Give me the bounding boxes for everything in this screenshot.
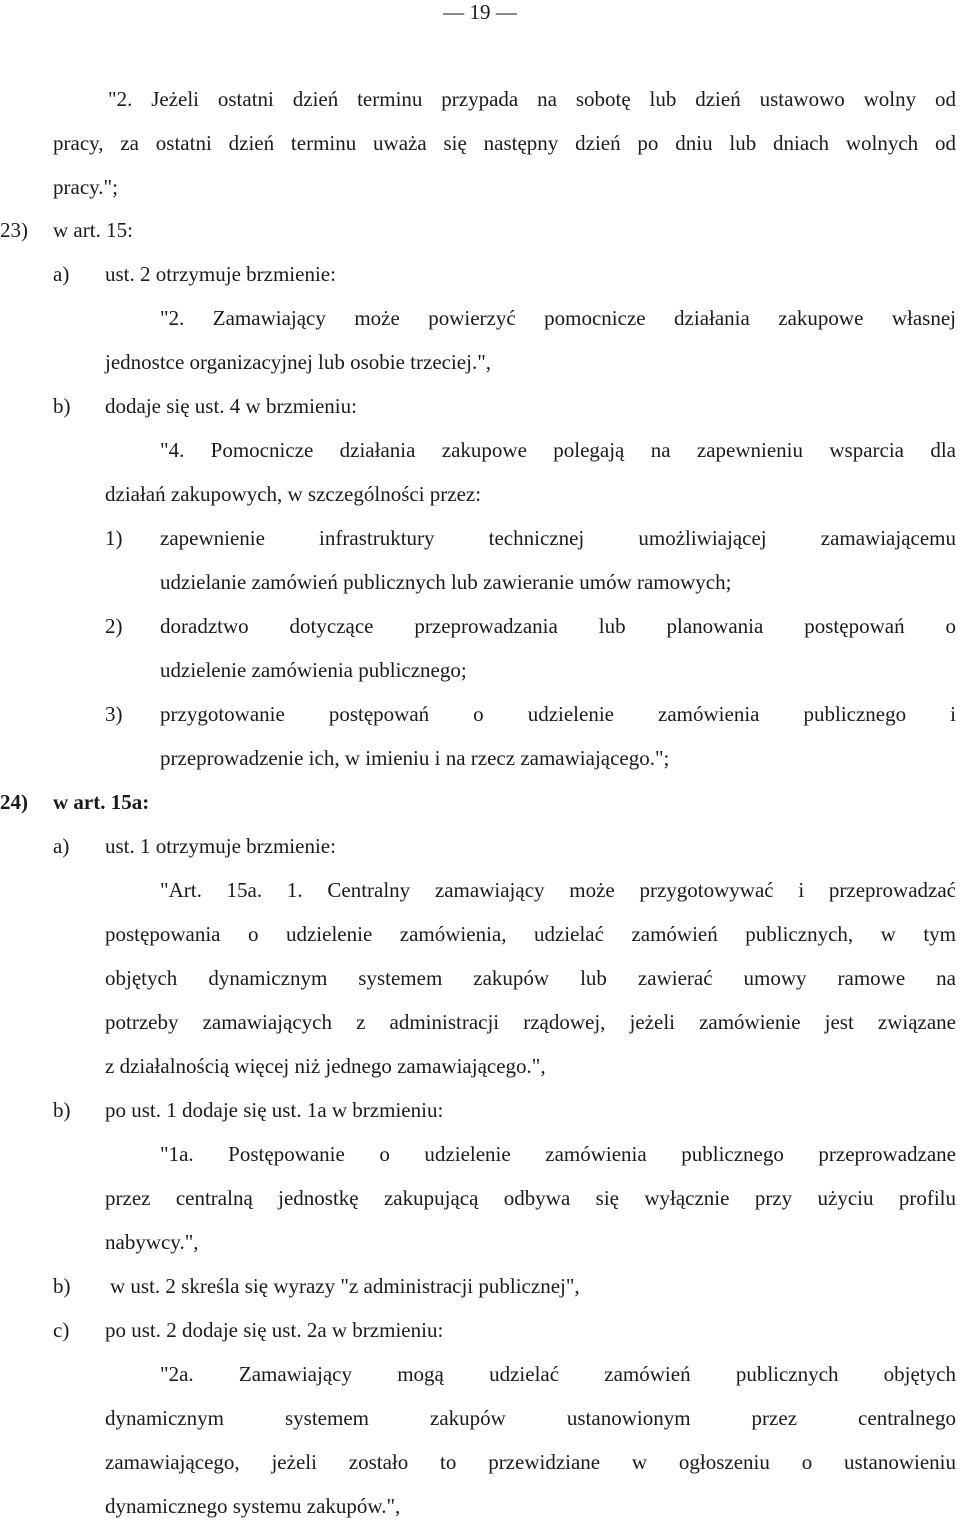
text-line: udzielenie zamówienia publicznego; xyxy=(160,658,467,682)
letter-marker: b) xyxy=(53,1274,71,1298)
text-line: "2. Zamawiający może powierzyć pomocnicze działania zakupowe własnej xyxy=(160,306,956,330)
letter-marker: b) xyxy=(53,1098,71,1122)
text-line: z działalnością więcej niż jednego zamawiającego.", xyxy=(105,1054,546,1078)
text-line: objętych dynamicznym systemem zakupów lub zawierać umowy ramowe na xyxy=(105,966,956,990)
text-line: przeprowadzenie ich, w imieniu i na rzecz zamawiającego."; xyxy=(160,746,670,770)
text-line: dodaje się ust. 4 w brzmieniu: xyxy=(105,394,357,418)
text-line: nabywcy.", xyxy=(105,1230,199,1254)
text-line: doradztwo dotyczące przeprowadzania lub planowania postępowań o xyxy=(160,614,956,638)
point-marker: 2) xyxy=(105,614,123,638)
text-line: "Art. 15a. 1. Centralny zamawiający może przygotowywać i przeprowadzać xyxy=(160,878,956,902)
letter-marker: c) xyxy=(53,1318,70,1342)
text-line: działań zakupowych, w szczególności przez: xyxy=(105,482,482,506)
text-line: "2. Jeżeli ostatni dzień terminu przypada na sobotę lub dzień ustawowo wolny od xyxy=(108,87,956,111)
text-line: dynamicznego systemu zakupów.", xyxy=(105,1494,401,1518)
text-line: "1a. Postępowanie o udzielenie zamówienia publicznego przeprowadzane xyxy=(160,1142,956,1166)
letter-marker: b) xyxy=(53,394,71,418)
text-line: ust. 2 otrzymuje brzmienie: xyxy=(105,262,336,286)
text-line: zapewnienie infrastruktury technicznej umożliwiającej zamawiającemu xyxy=(160,526,956,550)
text-line: ust. 1 otrzymuje brzmienie: xyxy=(105,834,336,858)
item-heading: w art. 15a: xyxy=(53,790,150,814)
text-line: zamawiającego, jeżeli zostało to przewidziane w ogłoszeniu o ustanowieniu xyxy=(105,1450,956,1474)
letter-marker: a) xyxy=(53,834,70,858)
text-line: przygotowanie postępowań o udzielenie zamówienia publicznego i xyxy=(160,702,956,726)
point-marker: 1) xyxy=(105,526,123,550)
letter-marker: a) xyxy=(53,262,70,286)
item-number: 23) xyxy=(0,218,28,242)
text-line: postępowania o udzielenie zamówienia, udzielać zamówień publicznych, w tym xyxy=(105,922,956,946)
text-line: dynamicznym systemem zakupów ustanowionym przez centralnego xyxy=(105,1406,956,1430)
text-line: pracy, za ostatni dzień terminu uważa się następny dzień po dniu lub dniach wolnych od xyxy=(53,131,956,155)
text-line: udzielanie zamówień publicznych lub zawieranie umów ramowych; xyxy=(160,570,732,594)
text-line: pracy."; xyxy=(53,175,118,199)
item-heading: w art. 15: xyxy=(53,218,133,242)
text-line: "2a. Zamawiający mogą udzielać zamówień publicznych objętych xyxy=(160,1362,956,1386)
text-line: "4. Pomocnicze działania zakupowe polegają na zapewnieniu wsparcia dla xyxy=(160,438,956,462)
text-line: w ust. 2 skreśla się wyrazy "z administracji publicznej", xyxy=(110,1274,580,1298)
page-number: — 19 — xyxy=(443,0,517,24)
text-line: po ust. 2 dodaje się ust. 2a w brzmieniu: xyxy=(105,1318,444,1342)
text-line: potrzeby zamawiających z administracji rządowej, jeżeli zamówienie jest związane xyxy=(105,1010,956,1034)
item-number: 24) xyxy=(0,790,28,814)
text-line: przez centralną jednostkę zakupującą odbywa się wyłącznie przy użyciu profilu xyxy=(105,1186,956,1210)
point-marker: 3) xyxy=(105,702,123,726)
text-line: po ust. 1 dodaje się ust. 1a w brzmieniu: xyxy=(105,1098,444,1122)
text-line: jednostce organizacyjnej lub osobie trzeciej.", xyxy=(105,350,492,374)
